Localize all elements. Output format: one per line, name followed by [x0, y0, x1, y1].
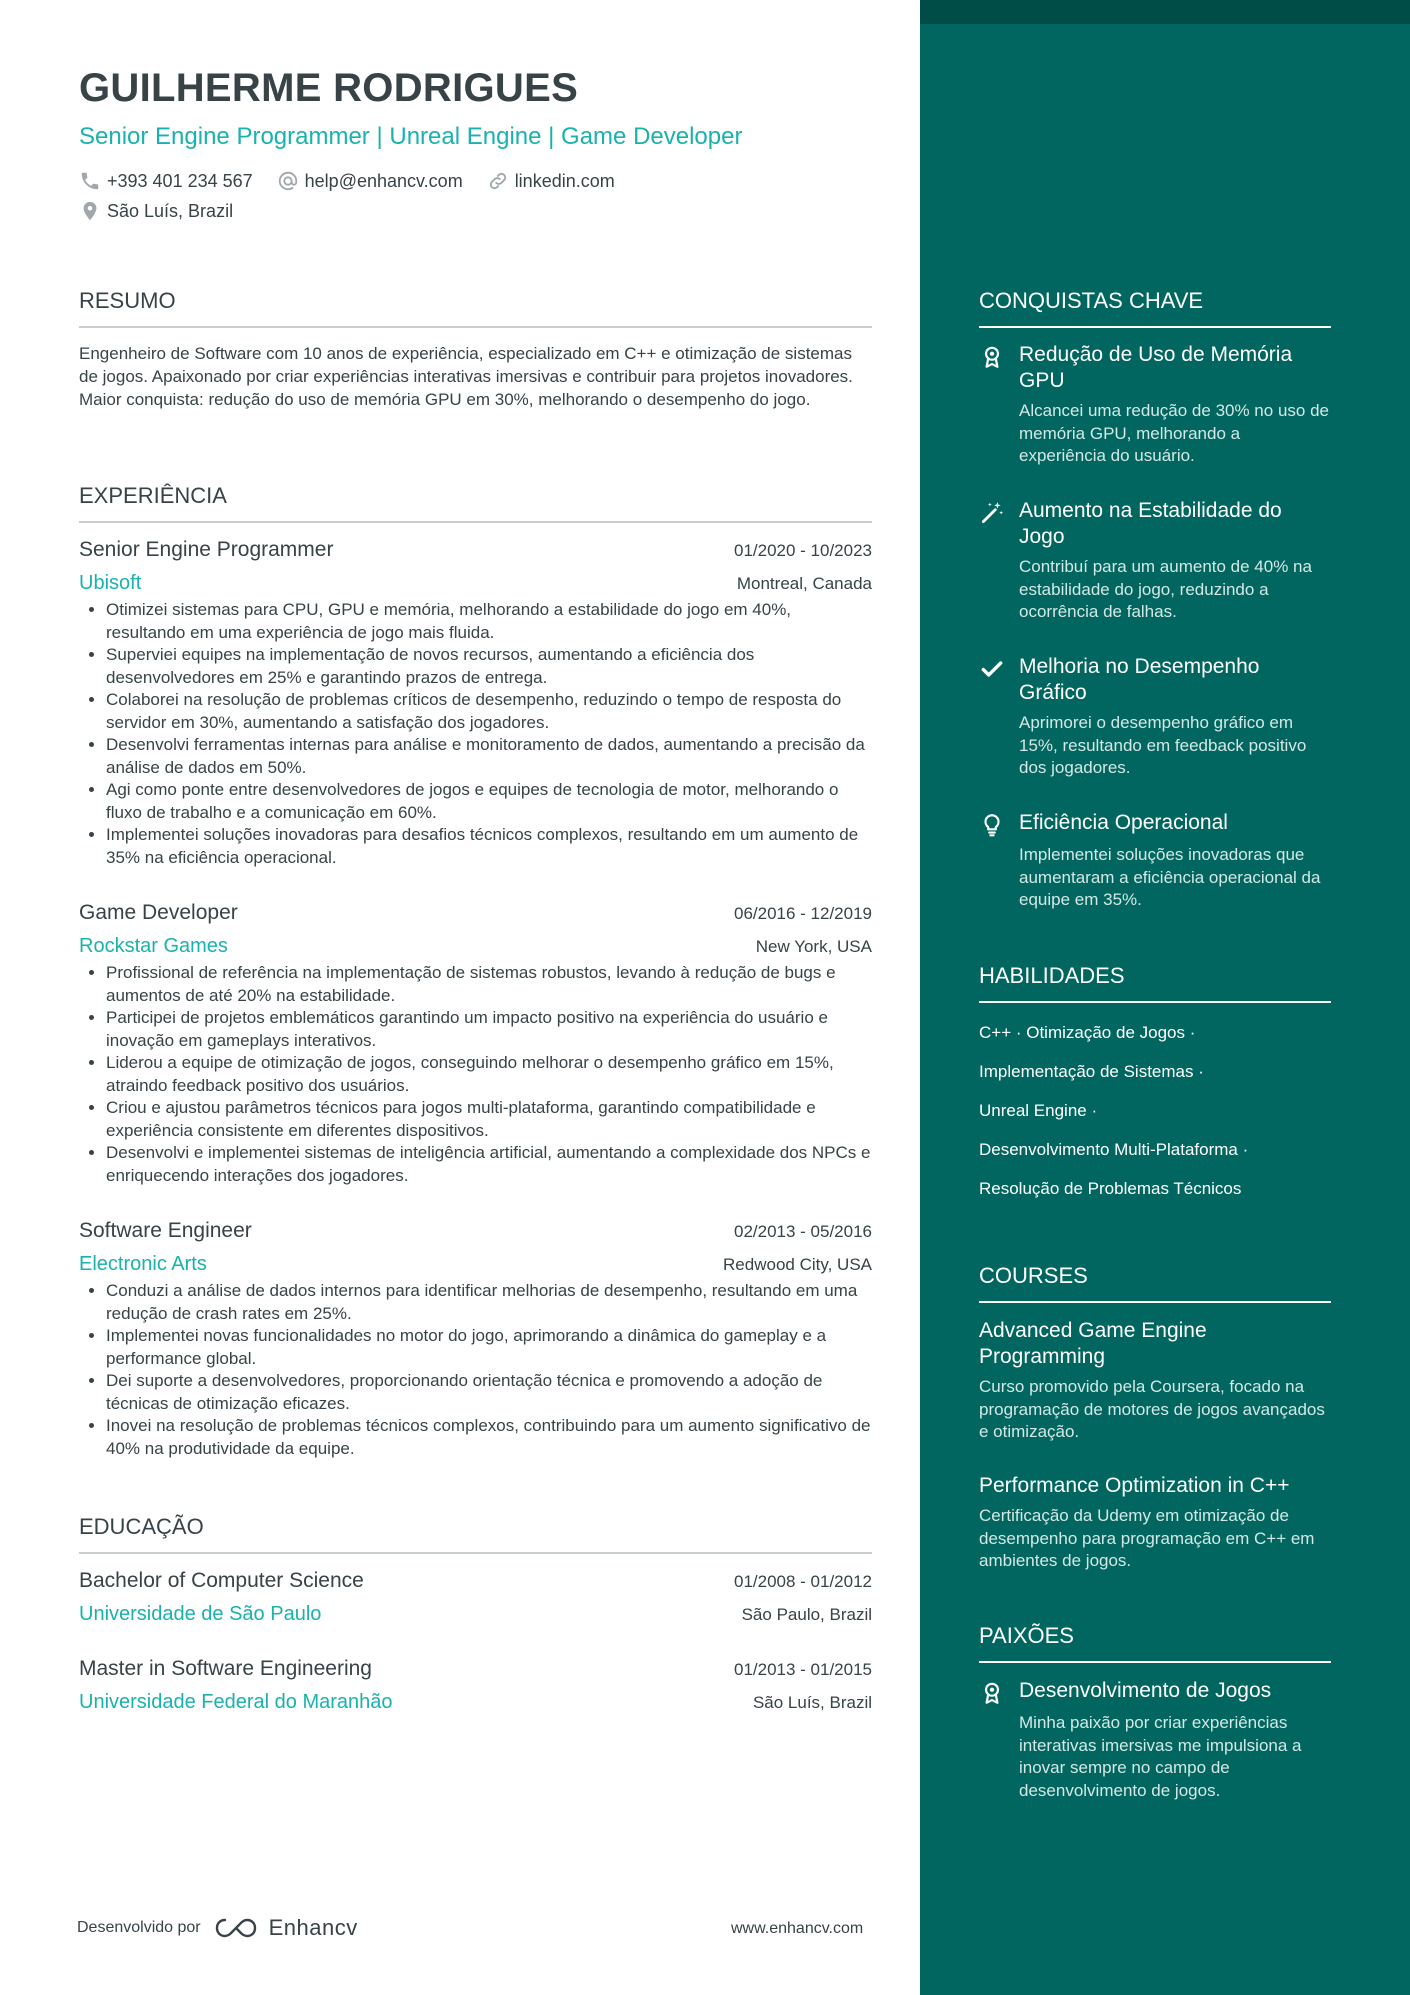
award-icon [979, 1680, 1005, 1706]
job-bullets [79, 1280, 872, 1460]
experience-heading: EXPERIÊNCIA [79, 483, 872, 523]
enhancv-logo[interactable] [213, 1915, 358, 1941]
job-bullets [79, 962, 872, 1187]
passion-title: Desenvolvimento de Jogos [1019, 1679, 1272, 1702]
school-location: São Luís, Brazil [752, 1693, 872, 1712]
passion-item [979, 1678, 1331, 1802]
location-item [79, 200, 233, 222]
summary-text: Engenheiro de Software com 10 anos de experiência, especializado em C++ e otimização de sistemas de jogos. Apaixonado por criar experiências interativas imersivas e contribuir para projetos inovadores. Maior conquista: redução do uso de memória GPU em 30%, melhorando o desempenho do jogo. [79, 344, 853, 409]
course-title: Advanced Game Engine Programming [979, 1319, 1207, 1368]
bullet-item: • Desenvolvi ferramentas internas para análise e monitoramento de dados, aumentando a precisão da análise de dados em 50%. [106, 734, 872, 779]
achievement-desc: Contribuí para um aumento de 40% na estabilidade do jogo, reduzindo a ocorrência de falhas. [1019, 557, 1312, 621]
job-dates: 01/2020 - 10/2023 [733, 541, 872, 560]
skills-list [979, 1013, 1331, 1208]
candidate-name: GUILHERME RODRIGUES [79, 66, 579, 110]
job-company: Ubisoft [79, 572, 142, 594]
job-entry [79, 1219, 872, 1460]
achievement-item [979, 654, 1331, 780]
bullet-item: • Conduzi a análise de dados internos para identificar melhorias de desempenho, resultando em uma redução de crash rates em 25%. [106, 1280, 872, 1325]
summary-heading: RESUMO [79, 288, 872, 328]
achievement-title: Aumento na Estabilidade do Jogo [1019, 499, 1282, 548]
skill-line: C++ · Otimização de Jogos · [979, 1023, 1196, 1042]
brand-name: Enhancv [268, 1915, 358, 1940]
job-title: Software Engineer [79, 1219, 252, 1242]
bullet-item: • Participei de projetos emblemáticos garantindo um impacto positivo na experiência do usuário e inovação em gameplays interativos. [106, 1007, 872, 1052]
bullet-item: • Inovei na resolução de problemas técnicos complexos, contribuindo para um aumento significativo de 40% na produtividade da equipe. [106, 1415, 872, 1460]
bullet-item: • Colaborei na resolução de problemas críticos de desempenho, reduzindo o tempo de resposta do servidor em 30%, aumentando a satisfação dos jogadores. [106, 689, 872, 734]
job-entry [79, 538, 872, 869]
education-dates: 01/2008 - 01/2012 [733, 1572, 872, 1591]
job-title: Senior Engine Programmer [79, 538, 334, 561]
achievement-title: Melhoria no Desempenho Gráfico [1019, 655, 1260, 704]
job-title: Game Developer [79, 901, 238, 924]
bullet-item: • Implementei soluções inovadoras para desafios técnicos complexos, resultando em um aumento de 35% na eficiência operacional. [106, 824, 872, 869]
phone-icon [79, 170, 101, 192]
passion-desc: Minha paixão por criar experiências interativas imersivas me impulsiona a inovar sempre no campo de desenvolvimento de jogos. [1019, 1713, 1302, 1800]
course-desc: Curso promovido pela Coursera, focado na programação de motores de jogos avançados e otimização. [979, 1377, 1325, 1441]
achievement-item [979, 342, 1331, 468]
skills-heading: HABILIDADES [979, 963, 1331, 1003]
achievement-title: Eficiência Operacional [1019, 811, 1228, 834]
infinity-logo-icon [213, 1916, 259, 1940]
skill-line: Resolução de Problemas Técnicos [979, 1179, 1242, 1198]
degree-title: Master in Software Engineering [79, 1657, 372, 1680]
skill-line: Desenvolvimento Multi-Plataforma · [979, 1140, 1249, 1159]
location-text: São Luís, Brazil [107, 200, 234, 221]
passions-heading: PAIXÕES [979, 1623, 1331, 1663]
achievement-item [979, 810, 1331, 912]
job-company: Electronic Arts [79, 1253, 207, 1275]
candidate-title: Senior Engine Programmer | Unreal Engine | Game Developer [79, 123, 743, 150]
phone-item [79, 170, 253, 192]
award-icon [979, 344, 1005, 370]
linkedin-item[interactable] [487, 170, 615, 192]
school-name: Universidade Federal do Maranhão [79, 1691, 393, 1713]
phone-number: +393 401 234 567 [107, 170, 253, 191]
achievements-heading: CONQUISTAS CHAVE [979, 288, 1331, 328]
course-title: Performance Optimization in C++ [979, 1474, 1290, 1497]
checkmark-icon [979, 656, 1005, 682]
degree-title: Bachelor of Computer Science [79, 1569, 364, 1592]
at-sign-icon [277, 170, 299, 192]
bullet-item: • Otimizei sistemas para CPU, GPU e memória, melhorando a estabilidade do jogo em 40%, resultando em uma experiência de jogo mais fluida. [106, 599, 872, 644]
achievement-desc: Alcancei uma redução de 30% no uso de memória GPU, melhorando a experiência do usuário. [1019, 401, 1329, 465]
built-by-label: Desenvolvido por [77, 1919, 201, 1936]
bullet-item: • Liderou a equipe de otimização de jogos, conseguindo melhorar o desempenho gráfico em 15%, atraindo feedback positivo dos usuários. [106, 1052, 872, 1097]
skill-line: Unreal Engine · [979, 1101, 1098, 1120]
email-address[interactable]: help@enhancv.com [304, 170, 463, 191]
lightbulb-icon [979, 812, 1005, 838]
magic-wand-icon [979, 500, 1005, 526]
job-dates: 06/2016 - 12/2019 [733, 904, 872, 923]
link-icon [487, 170, 509, 192]
school-name: Universidade de São Paulo [79, 1603, 322, 1625]
course-desc: Certificação da Udemy em otimização de desempenho para programação em C++ em ambientes de jogos. [979, 1506, 1315, 1570]
linkedin-link[interactable]: linkedin.com [514, 170, 615, 191]
sidebar-top-band [920, 0, 1410, 24]
job-bullets [79, 599, 872, 869]
bullet-item: • Agi como ponte entre desenvolvedores de jogos e equipes de tecnologia de motor, melhorando o fluxo de trabalho e a comunicação em 60%. [106, 779, 872, 824]
school-location: São Paulo, Brazil [741, 1605, 872, 1624]
courses-heading: COURSES [979, 1263, 1331, 1303]
job-entry [79, 901, 872, 1187]
bullet-item: • Superviei equipes na implementação de novos recursos, aumentando a eficiência dos desenvolvedores em 25% e garantindo prazos de entrega. [106, 644, 872, 689]
bullet-item: • Desenvolvi e implementei sistemas de inteligência artificial, aumentando a complexidade dos NPCs e enriquecendo interações dos jogadores. [106, 1142, 872, 1187]
bullet-item: • Criou e ajustou parâmetros técnicos para jogos multi-plataforma, garantindo compatibilidade e experiência consistente em diferentes dispositivos. [106, 1097, 872, 1142]
education-entry [79, 1569, 872, 1626]
footer-branding [77, 1915, 358, 1941]
education-dates: 01/2013 - 01/2015 [733, 1660, 872, 1679]
bullet-item: • Implementei novas funcionalidades no motor do jogo, aprimorando a dinâmica do gameplay e a performance global. [106, 1325, 872, 1370]
job-location: Montreal, Canada [736, 574, 872, 593]
footer-website[interactable]: www.enhancv.com [731, 1920, 864, 1937]
contact-row [79, 170, 615, 192]
achievement-desc: Aprimorei o desempenho gráfico em 15%, resultando em feedback positivo dos jogadores. [1019, 713, 1307, 777]
education-heading: EDUCAÇÃO [79, 1514, 872, 1554]
email-item[interactable] [277, 170, 463, 192]
bullet-item: • Profissional de referência na implementação de sistemas robustos, levando à redução de bugs e aumentos de até 20% na estabilidade. [106, 962, 872, 1007]
achievement-title: Redução de Uso de Memória GPU [1019, 343, 1293, 392]
skill-line: Implementação de Sistemas · [979, 1062, 1204, 1081]
location-row [79, 200, 233, 222]
job-dates: 02/2013 - 05/2016 [733, 1222, 872, 1241]
location-pin-icon [79, 200, 101, 222]
education-entry [79, 1657, 872, 1714]
bullet-item: • Dei suporte a desenvolvedores, proporcionando orientação técnica e promovendo a adoção de técnicas de otimização eficazes. [106, 1370, 872, 1415]
achievement-desc: Implementei soluções inovadoras que aumentaram a eficiência operacional da equipe em 35%. [1019, 845, 1321, 909]
achievement-item [979, 498, 1331, 624]
job-location: New York, USA [755, 937, 872, 956]
job-company: Rockstar Games [79, 935, 228, 957]
course-item [979, 1318, 1331, 1444]
job-location: Redwood City, USA [723, 1255, 872, 1274]
course-item [979, 1473, 1331, 1573]
